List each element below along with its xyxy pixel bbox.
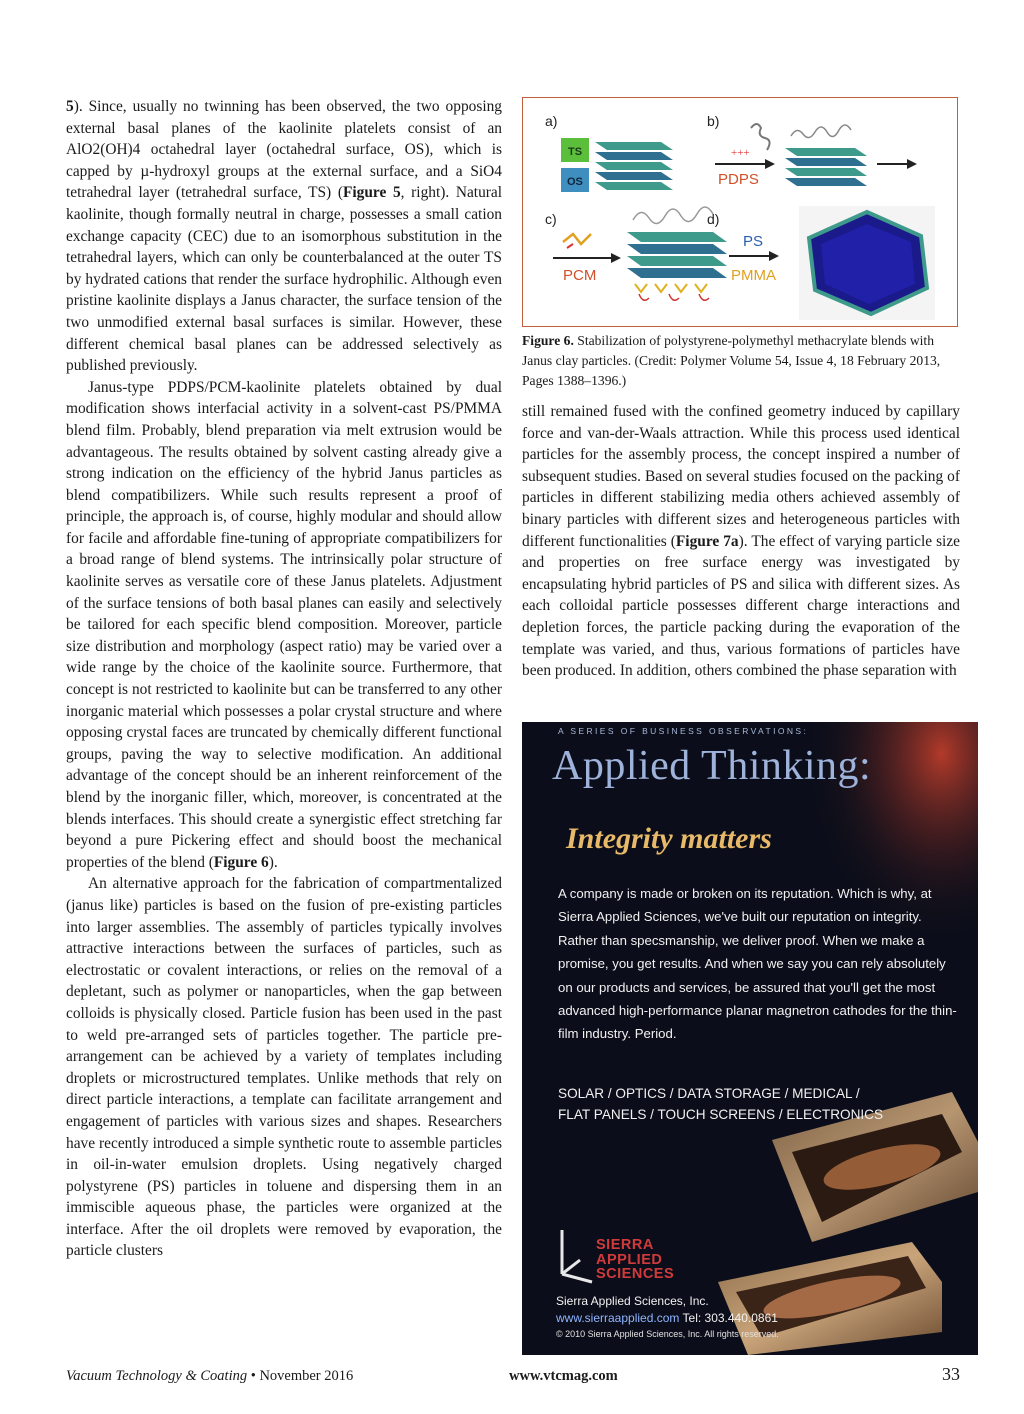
pcm-polymer-icon	[563, 234, 591, 248]
pcm-label: PCM	[563, 267, 597, 284]
ad-body-text: A company is made or broken on its reputation. Which is why, at Sierra Applied Sciences, we've built our reputation on integrity. Rather than specsmanship, we deliver proof. When we make a promise, you get results. And when we say you can rely absolutely on our products and services, be assured that you'll get the most advanced high-performance planar magnetron cathodes for the thin-film industry. Period.	[558, 886, 957, 1042]
paragraph-text: still remained fused with the confined geometry induced by capillary force and van-der-Waals attraction. While this process used identical particles for the assembly process, the concept inspired a number of subsequent studies. Based on several studies focused on the packing of particles in different stabilizing media others achieved assembly of binary particles with different sizes and heterogeneous particles with different functionalities (	[522, 403, 960, 550]
paragraph-text: , right). Natural kaolinite, though formally neutral in charge, possesses a small cation exchange capacity (CEC) due to an isomorphous substitution in the tetrahedral layers, which can only be counterbalanced at the outer TS by hydrated cations that render the surface hydrophilic. Although even pristine kaolinite displays a Janus character, the surface tension of the two unmodified external basal surfaces is similar. However, these different chemical basal planes can be addressed selectively as published previously.	[66, 184, 503, 375]
figure-6-illustration	[523, 98, 957, 326]
publication-name: Vacuum Technology & Coating	[66, 1368, 248, 1384]
ad-contact	[556, 1311, 778, 1325]
logo-line: SCIENCES	[596, 1266, 675, 1282]
ad-company-name: Sierra Applied Sciences, Inc.	[556, 1294, 709, 1308]
panel-label-a: a)	[545, 113, 558, 129]
paragraph-text: ).	[268, 853, 278, 871]
pdps-label: PDPS	[718, 171, 759, 188]
logo-line: APPLIED	[596, 1251, 663, 1268]
os-label: OS	[567, 176, 583, 188]
paragraph	[522, 401, 960, 682]
panel-label-d: d)	[707, 211, 720, 227]
paragraph-text: ). The effect of varying particle size and properties on free surface energy was investigated by encapsulating hybrid particles of PS and silica with different sizes. As each colloidal particle possesses different charge interactions and depletion forces, the particle packing during the evaporation of the template was varied, and thus, various formations of particles have been produced. In addition, others combined the phase separation with	[522, 532, 960, 680]
pmma-label: PMMA	[731, 267, 776, 284]
separator: •	[247, 1368, 260, 1384]
right-column	[522, 401, 960, 682]
ad-series-tagline: A SERIES OF BUSINESS OBSERVATIONS:	[558, 726, 809, 736]
figure-6-caption	[522, 331, 962, 391]
ad-website-link[interactable]: www.sierraapplied.com	[556, 1311, 680, 1325]
caption-label: Figure 6.	[522, 333, 574, 348]
ad-title: Applied Thinking:	[552, 743, 872, 789]
clay-stack-b	[785, 125, 867, 186]
ad-phone: Tel: 303.440.0861	[682, 1311, 778, 1325]
blend-morphology	[799, 206, 935, 320]
paragraph: An alternative approach for the fabrication of compartmentalized (janus like) particles is based on the fusion of pre-existing particles into larger assemblies. The assembly of particles typically involves attractive interactions between the surfaces of particles, such as electrostatic or covalent interactions, or relies on the removal of a depletant, such as polymer or nanoparticles, when the gap between colloids is physically closed. Particle fusion has been used in the past to weld pre-arranged sets of particles together. The particle pre-arrangement can be achieved by a variety of templates including droplets or microstructured templates. Unlike methods that rely on direct particle interactions, a template can facilitate arrangement and engagement of particles with various sizes and shapes. Researchers have recently introduced a simple synthetic route to assemble particles in oil-in-water emulsion droplets. Using negatively charged polystyrene (PS) particles in toluene and dispersing them in an immiscible aqueous phase, the particles were organized at the interface. After the oil droplets were removed by evaporation, the particle clusters	[66, 875, 502, 1260]
footer-url[interactable]: www.vtcmag.com	[509, 1368, 618, 1384]
caption-text: Stabilization of polystyrene-polymethyl methacrylate blends with Janus clay particles. (Credit: Polymer Volume 54, Issue 4, 18 February 2013, Pages 1388–1396.)	[522, 333, 941, 388]
ad-markets-line: SOLAR / OPTICS / DATA STORAGE / MEDICAL /	[558, 1086, 860, 1101]
panel-label-c: c)	[545, 211, 557, 227]
page-number: 33	[942, 1364, 960, 1384]
figure-ref: Figure 6	[213, 853, 269, 871]
ad-copyright: © 2010 Sierra Applied Sciences, Inc. All rights reserved.	[556, 1329, 779, 1339]
pdps-polymer-icon	[731, 124, 770, 159]
paragraph-text: Janus-type PDPS/PCM-kaolinite platelets obtained by dual modification shows interfacial activity in a solvent-cast PS/PMMA blend film. Probably, blend preparation via melt extrusion would be advantageous. The results obtained by solvent casting already give a strong indication on the efficiency of the hybrid Janus particles as blend compatibilizers. While such results represent a proof of principle, the approach is, of course, highly modular and should allow for facile and affordable fine-tuning of appropriate compatibilizers for a broad range of blend systems. The intrinsically polar structure of kaolinite serves as versatile core of these Janus platelets. Adjustment of the surface tensions of both basal planes can easily and selectively be tailored for each specific blend composition. Moreover, particle size distribution and morphology (aspect ratio) may be varied over a wide range by the choice of the kaolinite source. Furthermore, that concept is not restricted to kaolinite but can be transferred to any other inorganic material which possesses a polar crystal structure and where opposing crystal faces are truncated by chemically different functional groups, paving the way to selective modification. An additional advantage of the concept should be an inherent reinforcement of the blend by the inorganic filler, which, moreover, is concentrated at the blends interfaces. This should create a synergistic effect stretching far beyond a pure Pickering effect and should boost the mechanical properties of the blend (	[66, 378, 502, 871]
advertisement[interactable]	[522, 722, 978, 1355]
left-column	[66, 96, 502, 1262]
ps-label: PS	[743, 233, 764, 250]
ad-subtitle: Integrity matters	[566, 822, 772, 855]
svg-text:+++: +++	[731, 147, 750, 159]
logo-line: SIERRA	[596, 1237, 654, 1253]
paragraph-text: ). Since, usually no twinning has been observed, the two opposing external basal planes of the kaolinite platelets consist of an AlO2(OH)4 octahedral layer (octahedral surface, OS), which is capped by µ-hydroxyl groups at the external surface, and a SiO4 tetrahedral layer (tetrahedral surface, TS) (	[66, 98, 502, 202]
footer-publication	[66, 1368, 353, 1385]
sierra-logo-icon	[556, 1230, 596, 1286]
ad-markets-line: FLAT PANELS / TOUCH SCREENS / ELECTRONICS	[558, 1106, 884, 1122]
ad-markets	[558, 1084, 958, 1125]
panel-label-b: b)	[707, 113, 720, 129]
figure-ref: Figure 7a	[675, 532, 739, 550]
figure-ref: 5	[66, 98, 74, 115]
figure-6	[522, 97, 958, 327]
sierra-logo-text	[596, 1238, 674, 1282]
paragraph	[66, 96, 502, 377]
issue-date: November 2016	[259, 1368, 354, 1384]
ts-label: TS	[568, 146, 583, 158]
figure-ref: Figure 5	[342, 184, 401, 202]
paragraph	[66, 377, 502, 874]
clay-stack-a	[595, 142, 673, 190]
